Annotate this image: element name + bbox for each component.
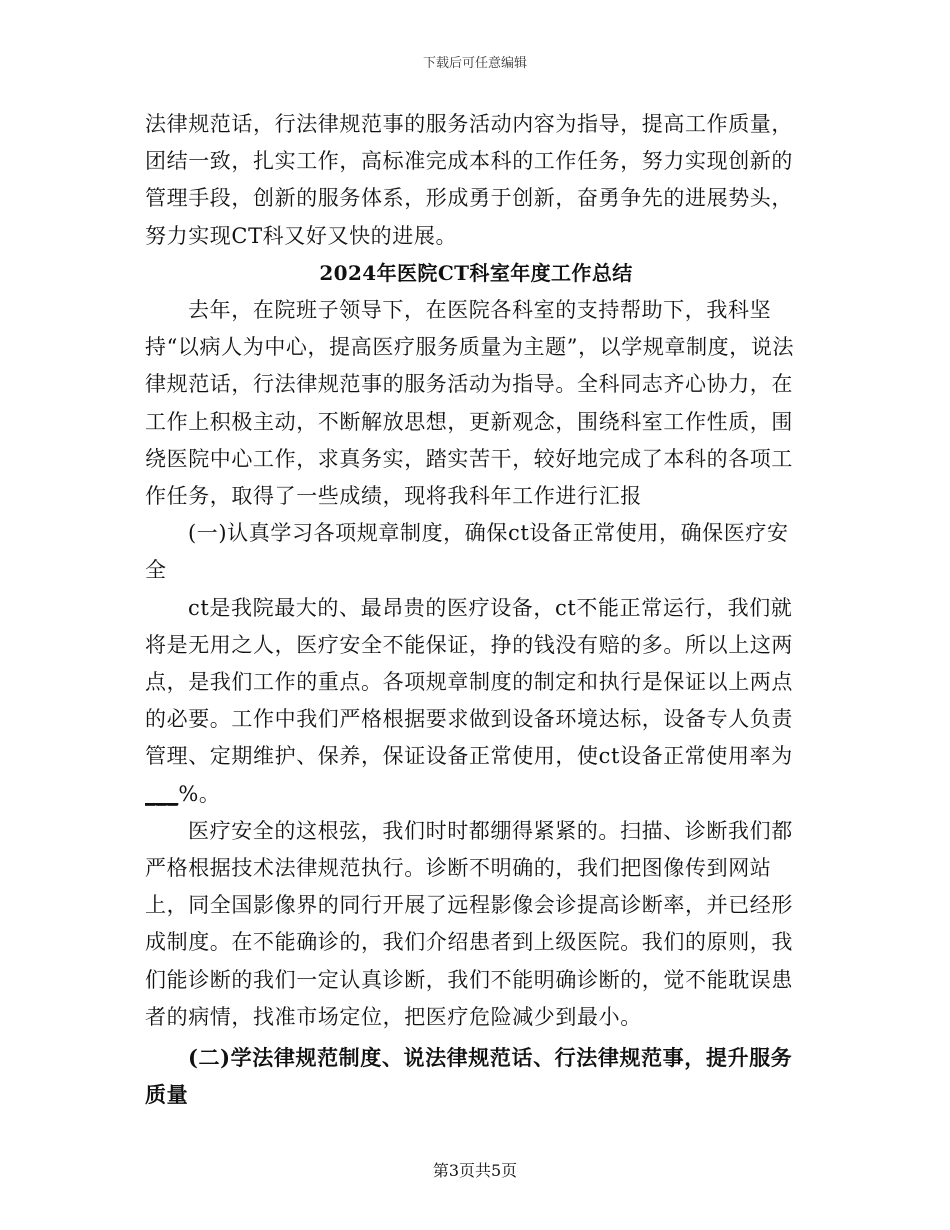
paragraph-intro: 去年，在院班子领导下，在医院各科室的支持帮助下，我科坚持“以病人为中心，提高医疗服务质量为主题”，以学规章制度，说法律规范话，行法律规范事的服务活动为指导。全科同志齐心协力，在工作上积极主动，不断解放思想，更新观念，围绕科室工作性质，围绕医院中心工作，求真务实，踏实苦干，较好地完成了本科的各项工作任务，取得了一些成绩，现将我科年工作进行汇报 (145, 298, 795, 509)
paragraph-continued: 法律规范话，行法律规范事的服务活动内容为指导，提高工作质量，团结一致，扎实工作，高标准完成本科的工作任务，努力实现创新的管理手段，创新的服务体系，形成勇于创新，奋勇争先的进展势头，努力实现CT科又好又快的进展。 (145, 112, 793, 248)
paragraph-medical-safety: 医疗安全的这根弦，我们时时都绷得紧紧的。扫描、诊断我们都严格根据技术法律规范执行。诊断不明确的，我们把图像传到网站上，同全国影像界的同行开展了远程影像会诊提高诊断率，并已经形成制度。在不能确诊的，我们介绍患者到上级医院。我们的原则，我们能诊断的我们一定认真诊断，我们不能明确诊断的，觉不能耽误患者的病情，找准市场定位，把医疗危险减少到最小。 (145, 818, 793, 1029)
page-header: 下载后可任意编辑 (422, 56, 527, 71)
fill-in-blank: ___ (145, 781, 179, 806)
document-body (145, 106, 807, 1113)
paragraph-ct-equipment (145, 590, 807, 813)
section-heading-2: (二)学法律规范制度、说法律规范话、行法律规范事，提升服务质量 (145, 1045, 793, 1108)
section-heading-1: (一)认真学习各项规章制度，确保ct设备正常使用，确保医疗安全 (145, 521, 789, 583)
paragraph-ct-equipment-text: ct是我院最大的、最昂贵的医疗设备，ct不能正常运行，我们就将是无用之人，医疗安全不能保证，挣的钱没有赔的多。所以上这两点，是我们工作的重点。各项规章制度的制定和执行是保证以上两点的必要。工作中我们严格根据要求做到设备环境达标，设备专人负责管理、定期维护、保养，保证设备正常使用，使ct设备正常使用率为 (145, 595, 793, 769)
document-title: 2024年医院CT科室年度工作总结 (319, 260, 633, 285)
paragraph-ct-equipment-end: %。 (178, 781, 221, 806)
page-footer: 第3页共5页 (432, 1161, 518, 1180)
